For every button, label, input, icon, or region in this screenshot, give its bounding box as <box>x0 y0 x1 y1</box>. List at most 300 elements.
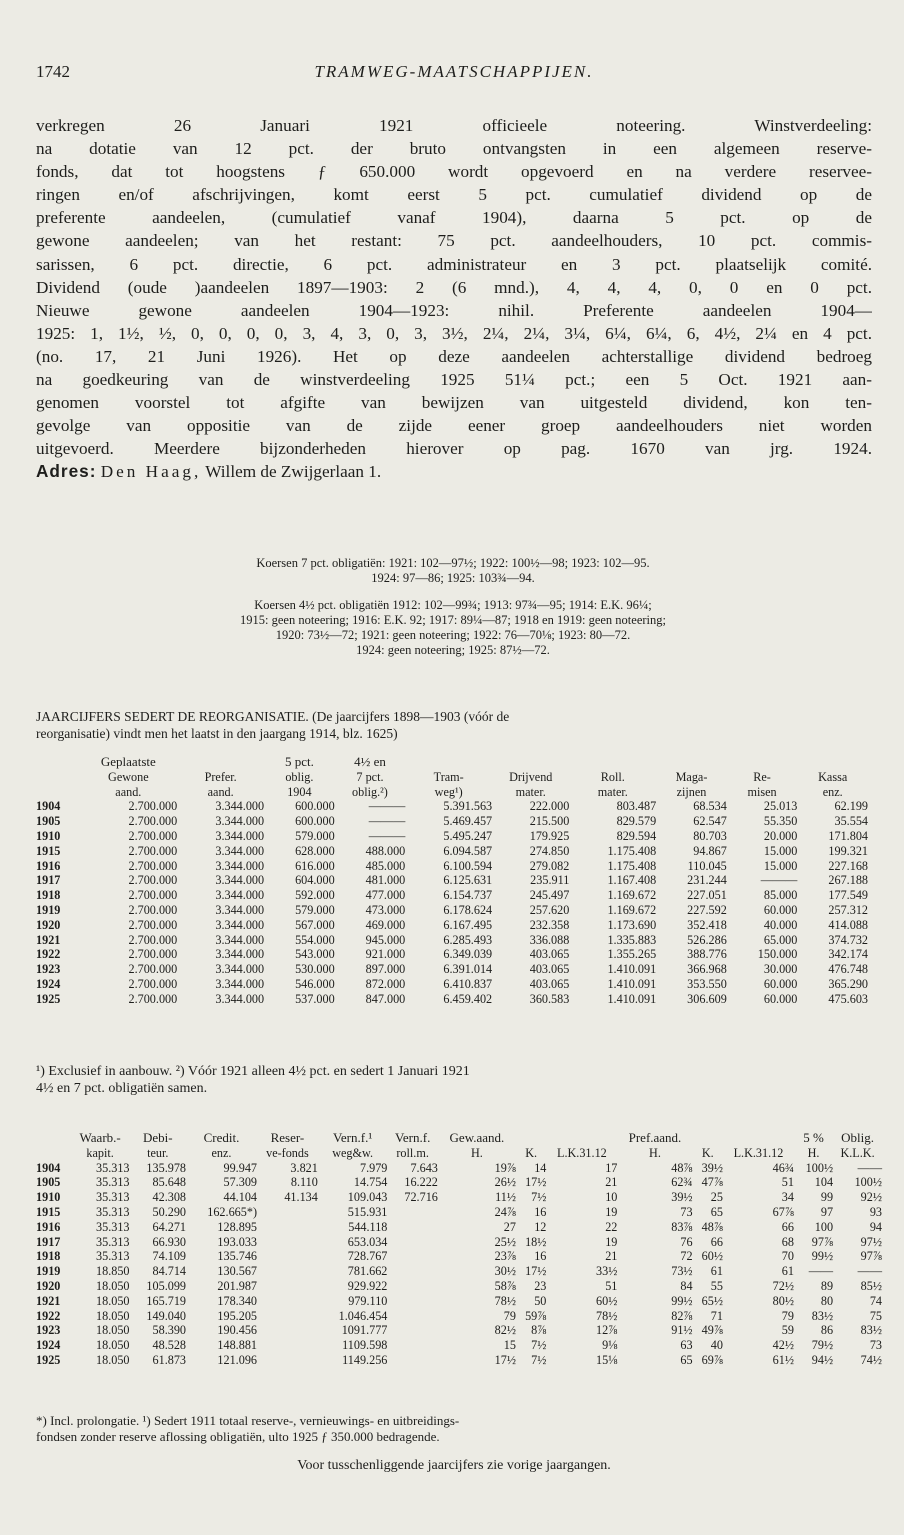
column-header <box>492 755 569 770</box>
table-row <box>36 888 868 903</box>
table-cell: 162.665*) <box>207 1204 257 1219</box>
table-cell: 150.000 <box>757 947 798 962</box>
table-cell: 25.013 <box>763 799 798 814</box>
table-cell: 60½ <box>596 1293 618 1308</box>
table-cell: 469.000 <box>365 917 406 932</box>
table-cell: 267.188 <box>828 873 868 888</box>
column-header: K.L.K. <box>840 1145 875 1160</box>
table-cell: 99 <box>820 1190 834 1205</box>
table-row <box>36 1323 882 1338</box>
table-cell: 60.000 <box>763 902 798 917</box>
table-cell: 3.821 <box>290 1160 318 1175</box>
table-cell: 149.040 <box>146 1308 187 1323</box>
table-cell: 48.528 <box>152 1338 187 1353</box>
table-row <box>36 1338 882 1353</box>
table-cell: 477.000 <box>365 888 406 903</box>
year-cell: 1923 <box>36 1323 61 1338</box>
column-header <box>177 755 264 770</box>
table-cell: 48⅞ <box>701 1219 723 1234</box>
year-cell: 1924 <box>36 1338 61 1353</box>
balance-table-liabilities <box>36 1131 882 1368</box>
table-cell: 353.550 <box>687 976 727 991</box>
table-cell: 25½ <box>494 1234 516 1249</box>
table-cell: 3.344.000 <box>215 902 265 917</box>
table-cell: 274.850 <box>529 843 570 858</box>
column-header: Tram- <box>433 769 464 784</box>
table-cell: 47⅞ <box>701 1175 723 1190</box>
table-cell: 18.050 <box>96 1293 130 1308</box>
table-cell: 1.169.672 <box>607 902 657 917</box>
table-cell: 61.873 <box>152 1352 187 1367</box>
table-cell: 94½ <box>811 1352 834 1367</box>
bond-quotes <box>30 556 876 658</box>
table-cell: 2.700.000 <box>128 932 178 947</box>
table-cell: 23 <box>534 1278 547 1293</box>
table-cell: 979.110 <box>348 1293 388 1308</box>
table-cell: 19 <box>605 1204 618 1219</box>
table-cell: 72 <box>680 1249 693 1264</box>
table-cell: 11½ <box>495 1190 516 1205</box>
year-cell: 1905 <box>36 814 61 829</box>
table-cell: 1.167.408 <box>607 873 657 888</box>
table-cell: 342.174 <box>828 947 868 962</box>
table-cell: 227.592 <box>687 902 727 917</box>
body-text <box>36 114 872 484</box>
section-title-line: JAARCIJFERS SEDERT DE REORGANISATIE. (De jaarcijfers 1898—1903 (vóór de <box>36 709 510 724</box>
table-cell: 2.700.000 <box>128 888 178 903</box>
table-cell: 6.285.493 <box>443 932 493 947</box>
table-cell: 306.609 <box>687 991 727 1006</box>
table-cell: 104 <box>814 1175 834 1190</box>
section-title-line: reorganisatie) vindt men het laatst in den jaargang 1914, blz. 1625) <box>36 726 398 741</box>
table-cell: 7.643 <box>410 1160 438 1175</box>
table-cell: 55 <box>710 1278 723 1293</box>
table-cell: 130.567 <box>217 1264 257 1279</box>
table-cell: 21 <box>605 1249 618 1264</box>
table-cell: 1.046.454 <box>338 1308 388 1323</box>
column-header <box>546 1131 617 1146</box>
table-cell: 59 <box>781 1323 794 1338</box>
table-cell: 476.748 <box>828 962 868 977</box>
table-cell: 72½ <box>772 1278 794 1293</box>
column-header <box>36 755 79 770</box>
table-cell: 921.000 <box>365 947 406 962</box>
table-cell: 73 <box>680 1204 693 1219</box>
table-cell: 803.487 <box>616 799 657 814</box>
table-cell: 89 <box>820 1278 834 1293</box>
table-cell: 2.700.000 <box>128 814 178 829</box>
table-cell: 3.344.000 <box>215 962 265 977</box>
column-header: Vern.f.¹ <box>332 1130 373 1145</box>
table-cell: 945.000 <box>365 932 406 947</box>
table-cell: 15.000 <box>763 858 798 873</box>
table-cell: 44.104 <box>223 1190 257 1205</box>
column-header: aand. <box>207 784 234 799</box>
table-cell <box>387 1338 437 1353</box>
table-cell: 579.000 <box>295 828 335 843</box>
column-header <box>36 770 79 785</box>
table-cell: 6.167.495 <box>443 917 493 932</box>
table-cell <box>387 1235 437 1250</box>
table-cell: 42.308 <box>152 1190 187 1205</box>
table-cell: 543.000 <box>295 947 335 962</box>
table-row <box>36 947 868 962</box>
table-cell <box>257 1220 318 1235</box>
closing-note: Voor tusschenliggende jaarcijfers zie vorige jaargangen. <box>297 1458 611 1473</box>
table-header <box>36 755 868 799</box>
column-header: aand. <box>115 784 142 799</box>
year-cell: 1904 <box>36 1160 61 1175</box>
quote-line: Koersen 7 pct. obligatiën: 1921: 102—97½; 1922: 100½—98; 1923: 102—95. <box>256 556 650 570</box>
table-cell: 3.344.000 <box>215 858 265 873</box>
table-cell: 63 <box>680 1338 693 1353</box>
table-cell: 35.313 <box>96 1190 130 1205</box>
table-cell: 62¾ <box>671 1175 693 1190</box>
table-cell <box>257 1353 318 1368</box>
table-cell <box>257 1338 318 1353</box>
table-cell: 403.065 <box>529 947 570 962</box>
table-cell: 897.000 <box>365 962 406 977</box>
table-cell: 537.000 <box>295 991 335 1006</box>
table-cell: 222.000 <box>529 799 570 814</box>
table-cell <box>257 1205 318 1220</box>
table-cell: 5.495.247 <box>443 828 493 843</box>
table-cell: 64.271 <box>152 1219 187 1234</box>
quote-line: 1924: geen noteering; 1925: 87½—72. <box>356 643 550 657</box>
quote-line: 1920: 73½—72; 1921: geen noteering; 1922: 76—70⅛; 1923: 80—72. <box>275 628 631 642</box>
table-row <box>36 1220 882 1235</box>
table-cell: 3.344.000 <box>215 873 265 888</box>
table-cell: 616.000 <box>295 858 335 873</box>
table-cell: 62.199 <box>834 799 868 814</box>
table-cell: 929.922 <box>347 1278 388 1293</box>
table-cell: 85½ <box>860 1278 882 1293</box>
table-cell <box>387 1205 437 1220</box>
table-cell: 488.000 <box>365 843 406 858</box>
column-header <box>36 785 79 800</box>
footnote-liabilities <box>36 1413 882 1445</box>
column-header <box>36 1146 71 1161</box>
table-body <box>36 799 868 1006</box>
table-cell: 7.979 <box>359 1160 388 1175</box>
table-cell: 6.410.837 <box>443 976 493 991</box>
table-cell: 1.410.091 <box>607 976 657 991</box>
table-row <box>36 844 868 859</box>
table-cell: 18.050 <box>96 1323 130 1338</box>
table-cell: 91½ <box>671 1323 693 1338</box>
table-cell: 366.968 <box>687 962 727 977</box>
table-cell <box>387 1249 437 1264</box>
table-cell: 35.313 <box>96 1204 130 1219</box>
table-cell: 74.109 <box>152 1249 187 1264</box>
column-header: 5 pct. <box>284 754 314 769</box>
table-row <box>36 1249 882 1264</box>
table-cell: 105.099 <box>146 1278 187 1293</box>
page-header <box>36 62 872 88</box>
table-cell: 94 <box>869 1219 882 1234</box>
table-cell: 14.754 <box>353 1175 388 1190</box>
table-cell: 231.244 <box>687 873 727 888</box>
table-cell <box>387 1309 437 1324</box>
table-cell: 48⅞ <box>671 1160 693 1175</box>
table-cell: 1.173.690 <box>607 917 657 932</box>
year-cell: 1910 <box>36 1190 61 1205</box>
column-header: K. <box>525 1145 538 1160</box>
table-cell: 68 <box>781 1234 794 1249</box>
column-header <box>723 1131 794 1146</box>
body-line: sarissen, 6 pct. directie, 6 pct. administrateur en 3 pct. plaatselijk comité. <box>36 254 872 274</box>
table-row <box>36 1353 882 1368</box>
table-cell: 579.000 <box>295 902 335 917</box>
column-header: Geplaatste <box>100 754 156 769</box>
column-header: 7 pct. <box>356 769 384 784</box>
table-cell: 49⅞ <box>701 1323 723 1338</box>
address-label: Adres: <box>36 461 97 482</box>
balance-table-assets <box>36 755 868 1007</box>
table-cell: 526.286 <box>687 932 727 947</box>
table-cell: 100½ <box>805 1160 834 1175</box>
footnote-line: *) Incl. prolongatie. ¹) Sedert 1911 totaal reserve-, vernieuwings- en uitbreidings- <box>36 1413 460 1428</box>
table-cell: 872.000 <box>365 976 406 991</box>
year-cell: 1905 <box>36 1175 61 1190</box>
table-row <box>36 1279 882 1294</box>
table-cell <box>257 1323 318 1338</box>
table-cell: 515.931 <box>347 1204 388 1219</box>
table-cell: 97⅞ <box>811 1234 834 1249</box>
table-cell: 82½ <box>494 1323 516 1338</box>
table-cell: ——— <box>368 799 406 814</box>
table-cell: 9⅛ <box>602 1338 618 1353</box>
table-cell: 829.579 <box>616 814 657 829</box>
column-header <box>36 1131 71 1146</box>
table-cell: 62.547 <box>693 814 727 829</box>
column-header: L.K.31.12 <box>557 1145 607 1160</box>
column-header: H. <box>807 1145 820 1160</box>
table-cell: 79 <box>781 1308 794 1323</box>
table-cell: 93 <box>869 1204 882 1219</box>
table-row <box>36 962 868 977</box>
footnote-line: fondsen zonder reserve aflossing obligatiën, ulto 1925 ƒ 350.000 bedragende. <box>36 1429 440 1444</box>
table-cell: 121.096 <box>217 1352 257 1367</box>
table-cell: 1149.256 <box>342 1352 388 1367</box>
table-cell: —— <box>857 1264 882 1279</box>
table-cell: 530.000 <box>295 962 335 977</box>
year-cell: 1904 <box>36 799 61 814</box>
table-cell: 8⅞ <box>531 1323 547 1338</box>
table-cell: 2.700.000 <box>128 843 178 858</box>
table-cell: —— <box>808 1264 834 1279</box>
table-cell: 71 <box>710 1308 723 1323</box>
year-cell: 1916 <box>36 858 61 873</box>
table-cell: 374.732 <box>828 932 868 947</box>
year-cell: 1925 <box>36 1352 61 1367</box>
column-header: ve-fonds <box>266 1145 309 1160</box>
year-cell: 1921 <box>36 1293 61 1308</box>
table-cell: 1.175.408 <box>607 858 657 873</box>
table-cell: 80 <box>820 1293 834 1308</box>
table-cell: 35.313 <box>96 1160 130 1175</box>
quote-line: 1915: geen noteering; 1916: E.K. 92; 1917: 89¼—87; 1918 en 1919: geen noteering; <box>240 613 666 627</box>
table-cell: 1.410.091 <box>607 962 657 977</box>
table-cell: 60½ <box>701 1249 723 1264</box>
table-cell: 1.410.091 <box>607 991 657 1006</box>
table-cell: 6.391.014 <box>443 962 493 977</box>
header-row <box>36 785 868 800</box>
table-row <box>36 1190 882 1205</box>
table-cell: 235.911 <box>530 873 570 888</box>
table-cell: 3.344.000 <box>215 932 265 947</box>
table-cell: 76 <box>680 1234 693 1249</box>
table-cell: 65½ <box>701 1293 723 1308</box>
table-cell: 65 <box>710 1204 723 1219</box>
table-cell: 35.313 <box>96 1234 130 1249</box>
table-cell: 74½ <box>860 1352 882 1367</box>
body-line: ringen en/of afschrijvingen, komt eerst 5 pct. cumulatief dividend op de <box>36 185 872 205</box>
table-cell: 60.000 <box>763 976 798 991</box>
table-cell: 39½ <box>671 1190 693 1205</box>
table-cell: 78½ <box>494 1293 516 1308</box>
table-cell: 257.620 <box>529 902 570 917</box>
header-row <box>36 755 868 770</box>
table-cell: 179.925 <box>529 828 570 843</box>
table-cell: 473.000 <box>365 902 406 917</box>
year-cell: 1920 <box>36 917 61 932</box>
table-cell: 70 <box>781 1249 794 1264</box>
year-cell: 1922 <box>36 947 61 962</box>
table-cell: 2.700.000 <box>128 976 178 991</box>
table-cell: 50 <box>534 1293 547 1308</box>
table-cell <box>387 1220 437 1235</box>
table-cell: 171.804 <box>828 828 868 843</box>
table-cell: 215.500 <box>529 814 570 829</box>
table-cell: 19⅞ <box>494 1160 516 1175</box>
table-cell: 177.549 <box>828 888 868 903</box>
header-row <box>36 1131 882 1146</box>
column-header: 1904 <box>287 784 312 799</box>
table-cell: 1.169.672 <box>607 888 657 903</box>
table-cell: 68.534 <box>693 799 727 814</box>
table-cell: 97⅞ <box>860 1249 882 1264</box>
table-cell: 653.034 <box>347 1234 388 1249</box>
table-row <box>36 859 868 874</box>
header-row <box>36 770 868 785</box>
column-header: Kassa <box>818 769 848 784</box>
page-number: 1742 <box>36 62 70 81</box>
table-cell: 75 <box>869 1308 882 1323</box>
year-cell: 1919 <box>36 1264 61 1279</box>
table-row <box>36 799 868 814</box>
table-cell: 6.459.402 <box>443 991 493 1006</box>
table-cell <box>257 1309 318 1324</box>
table-cell: 100 <box>814 1219 834 1234</box>
column-header: Waarb.- <box>79 1130 121 1145</box>
table-cell <box>257 1279 318 1294</box>
table-cell: 24⅞ <box>494 1204 516 1219</box>
table-cell: 80½ <box>772 1293 794 1308</box>
table-cell: 82⅞ <box>671 1308 693 1323</box>
table-cell: 414.088 <box>828 917 868 932</box>
table-cell: 30.000 <box>763 962 798 977</box>
table-cell: 99½ <box>671 1293 693 1308</box>
column-header: enz. <box>211 1145 232 1160</box>
table-row <box>36 873 868 888</box>
table-cell: ——— <box>760 873 798 888</box>
table-header <box>36 1131 882 1161</box>
body-line: gevolge van oppositie van de zijde eener groep aandeelhouders niet worden <box>36 416 872 436</box>
table-cell: 16 <box>534 1249 547 1264</box>
body-line: fonds, dat tot hoogstens ƒ 650.000 wordt opgevoerd en na verdere reservee- <box>36 162 872 182</box>
table-cell: 18.050 <box>96 1278 130 1293</box>
table-cell: 6.154.737 <box>443 888 493 903</box>
body-line: Dividend (oude )aandeelen 1897—1903: 2 (6 mnd.), 4, 4, 4, 0, 0 en 0 pct. <box>36 277 872 297</box>
table-cell: 227.051 <box>687 888 727 903</box>
column-header <box>516 1131 546 1146</box>
table-cell: 39½ <box>701 1160 723 1175</box>
table-cell: 3.344.000 <box>215 843 265 858</box>
column-header: K. <box>701 1145 714 1160</box>
quote-line: 1924: 97—86; 1925: 103¾—94. <box>371 571 535 585</box>
table-cell: 199.321 <box>828 843 868 858</box>
year-cell: 1916 <box>36 1219 61 1234</box>
table-cell: 33½ <box>596 1264 618 1279</box>
table-cell: 554.000 <box>295 932 335 947</box>
column-header: weg¹) <box>434 784 463 799</box>
table-cell: 2.700.000 <box>128 991 178 1006</box>
table-cell: 190.456 <box>217 1323 257 1338</box>
table-cell: 99½ <box>811 1249 834 1264</box>
table-cell: 3.344.000 <box>215 888 265 903</box>
table-cell: 58.390 <box>152 1323 187 1338</box>
table-cell: 12 <box>534 1219 547 1234</box>
table-cell: 592.000 <box>295 888 335 903</box>
table-cell: 65 <box>680 1352 693 1367</box>
table-row <box>36 918 868 933</box>
table-cell: 567.000 <box>295 917 335 932</box>
table-cell: 600.000 <box>295 799 335 814</box>
table-cell: 42½ <box>772 1338 794 1353</box>
table-cell: 83½ <box>860 1323 882 1338</box>
table-cell: 15.000 <box>763 843 798 858</box>
column-header: Re- <box>753 769 771 784</box>
table-cell: 84 <box>680 1278 693 1293</box>
table-cell: 15 <box>503 1338 516 1353</box>
table-cell: 3.344.000 <box>215 814 265 829</box>
table-cell: 50.290 <box>152 1204 187 1219</box>
column-header: Prefer. <box>204 769 237 784</box>
year-cell: 1917 <box>36 873 61 888</box>
table-cell: 232.358 <box>529 917 570 932</box>
table-cell: 403.065 <box>529 962 570 977</box>
table-cell: 99.947 <box>223 1160 257 1175</box>
table-cell: 2.700.000 <box>128 858 178 873</box>
table-body <box>36 1161 882 1368</box>
table-cell: 6.125.631 <box>443 873 493 888</box>
table-cell: 94.867 <box>693 843 727 858</box>
column-header: 4½ en <box>354 754 386 769</box>
column-header: H. <box>649 1145 661 1160</box>
table-cell: 195.205 <box>217 1308 257 1323</box>
footnote-line: 4½ en 7 pct. obligatiën samen. <box>36 1081 208 1096</box>
table-cell <box>257 1294 318 1309</box>
table-cell: 109.043 <box>347 1190 388 1205</box>
table-cell: ——— <box>368 828 406 843</box>
table-cell: 8.110 <box>290 1175 318 1190</box>
table-cell: 728.767 <box>347 1249 388 1264</box>
table-cell: 61 <box>710 1264 723 1279</box>
table-cell: 16 <box>534 1204 547 1219</box>
year-cell: 1919 <box>36 902 61 917</box>
table-row <box>36 1205 882 1220</box>
